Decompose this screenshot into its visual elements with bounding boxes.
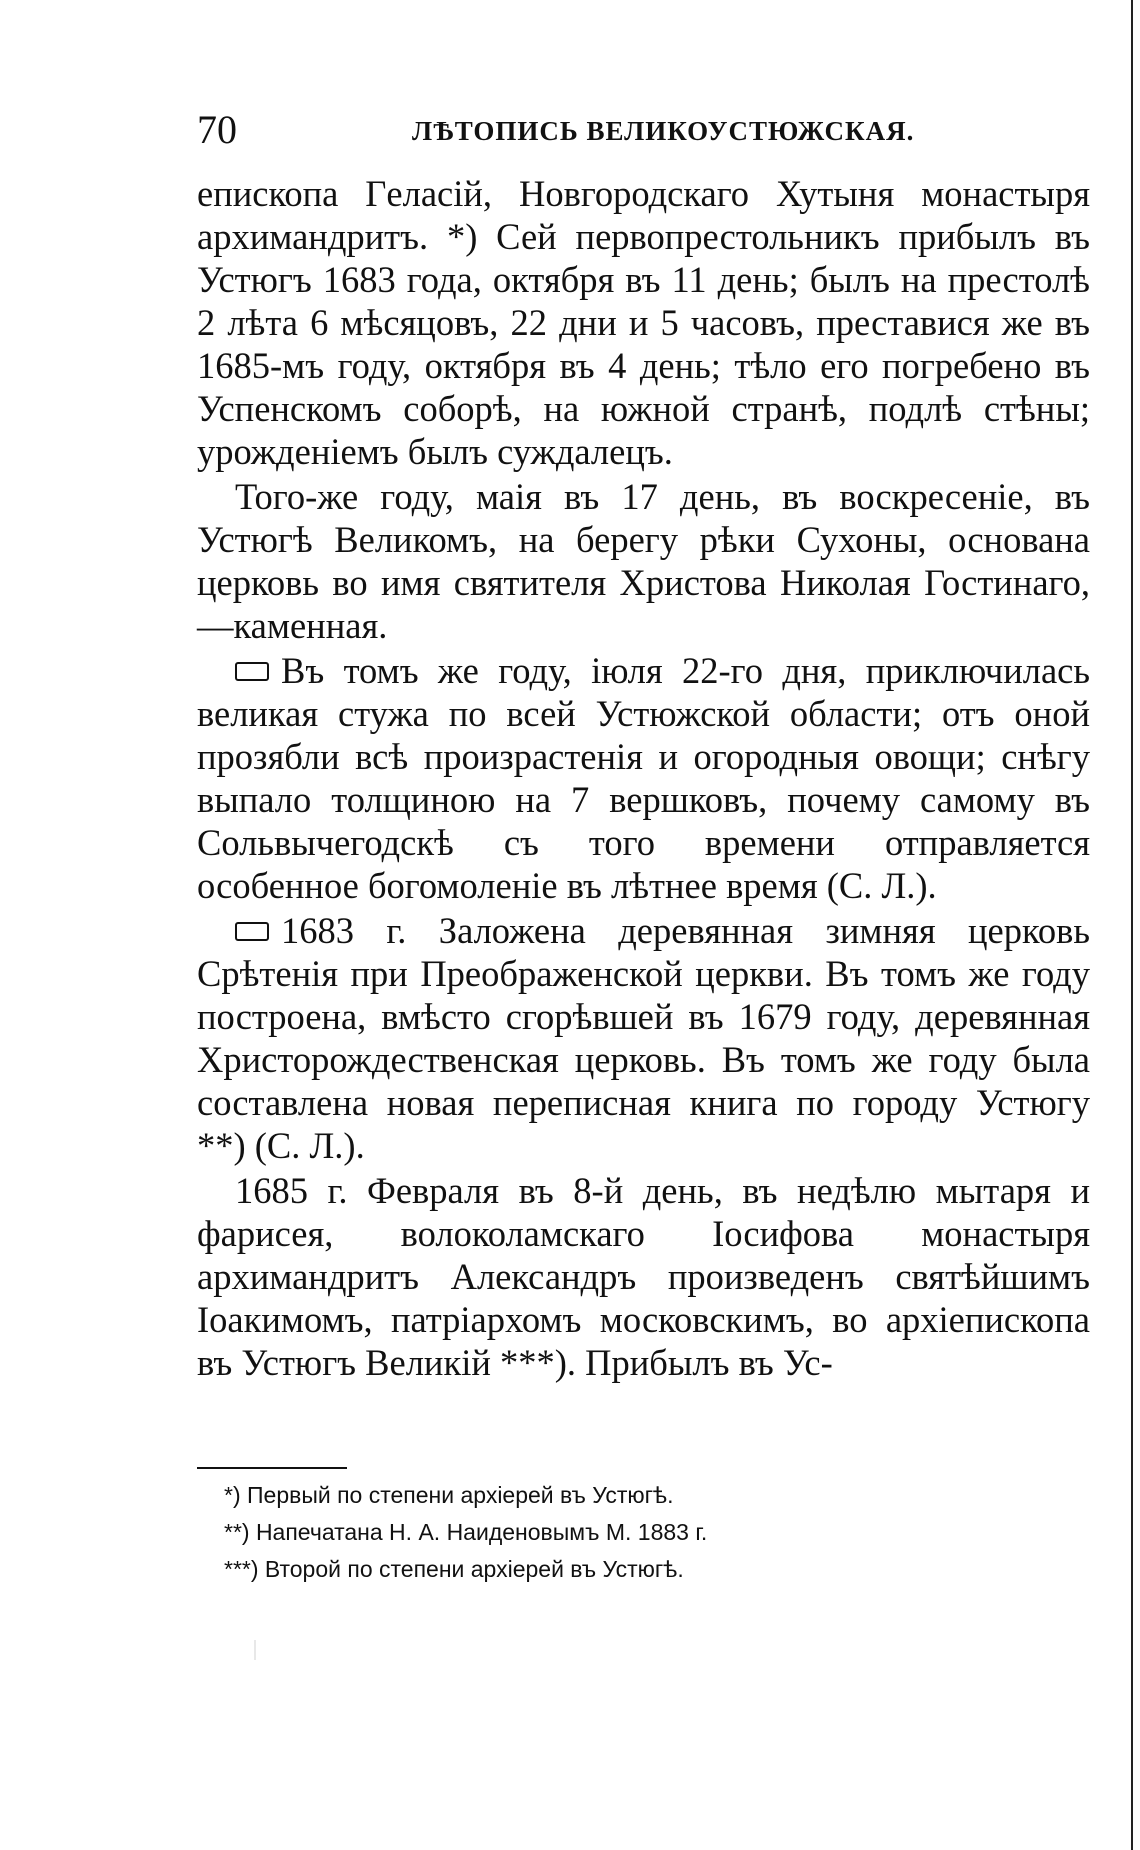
paragraph-continuation: епископа Гeласій, Новгородскаго Хутыня монастыря архимандритъ. *) Сей первопрестольникъ прибылъ въ Устюгъ 1683 года, октября въ 11 день; былъ на престолѣ 2 лѣта 6 мѣсяцовъ, 22 дни и 5 часовъ, преставися же въ 1685-мъ году, октября въ 4 день; тѣло его погребено въ Успенскомъ соборѣ, на южной странѣ, подлѣ стѣны; урожденіемъ былъ суждалецъ. xyxy=(197,173,1090,472)
paragraph-1683-text: 1683 г. Заложена деревянная зимняя церковь Срѣтенія при Преображенской церкви. Въ томъ же году построена, вмѣсто сгорѣвшей въ 1679 году, деревянная Христорождественская церковь. Въ томъ же году была составлена новая переписная книга по городу Устюгу **) (С. Л.). xyxy=(197,910,1090,1166)
page-number: 70 xyxy=(197,107,237,152)
footnote-3: ***) Второй по степени архіерей въ Устюгѣ. xyxy=(224,1556,684,1582)
section-marker-icon xyxy=(235,662,269,681)
paragraph-great-frost xyxy=(197,649,1090,907)
main-text xyxy=(197,172,1090,1386)
running-title: ЛѢТОПИСЬ ВЕЛИКОУСТЮЖСКАЯ. xyxy=(412,116,915,146)
paragraph-nikolay-church: Того-же году, маія въ 17 день, въ воскресеніе, въ Устюгѣ Великомъ, на берегу рѣки Сухоны, основана церковь во имя святителя Христова Николая Гостинаго,—каменная. xyxy=(197,476,1090,646)
paragraph-1685: 1685 г. Февраля въ 8-й день, въ недѣлю мытаря и фарисея, волоколамскаго Іосифова монастыря архимандритъ Александръ произведенъ святѣйшимъ Іоакимомъ, патріархомъ московскимъ, во архіепископа въ Устюгъ Великій ***). Прибылъ въ Ус- xyxy=(197,1170,1090,1383)
page-edge-line xyxy=(1131,0,1133,1850)
section-marker-icon xyxy=(235,922,269,941)
footnote-2: **) Напечатана Н. А. Наиденовымъ М. 1883 г. xyxy=(224,1519,708,1545)
footnote-rule xyxy=(197,1467,347,1469)
paragraph-great-frost-text: Въ томъ же году, іюля 22-го дня, приключилась великая стужа по всей Устюжской области; отъ оной прозябли всѣ произрастенія и огородныя овощи; снѣгу выпало толщиною на 7 вершковъ, почему самому въ Сольвычегодскѣ съ того времени отправляется особенное богомоленіе въ лѣтнее время (С. Л.). xyxy=(197,650,1090,906)
footnote-1: *) Первый по степени архіерей въ Устюгѣ. xyxy=(224,1482,674,1508)
paper-mark xyxy=(254,1640,256,1660)
page-header xyxy=(197,105,1087,155)
footnotes xyxy=(224,1477,1024,1588)
paragraph-1683 xyxy=(197,909,1090,1167)
